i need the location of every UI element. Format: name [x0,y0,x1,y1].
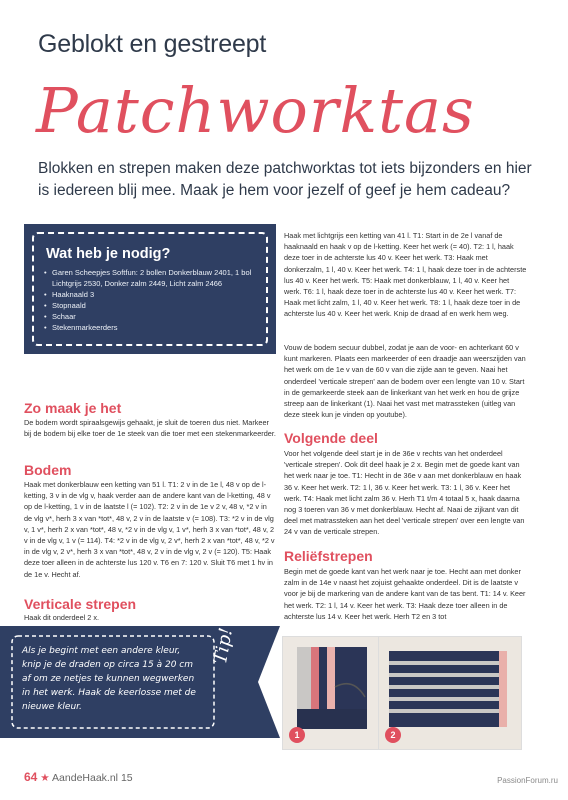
page-footer [24,770,133,784]
paragraph-reliefstrepen: Begin met de goede kant van het werk naar je toe. Hecht aan met donker zalm in de 14e v naast het zojuist gehaakte onderdeel. Dit is de laatste v voor je bij de markering van de andere kant van de tas bent. T1: 14 v. Keer het werk. T2: 1 l, 14 v. Keer het werk. T3: Haak deze toer alleen in de achterste lus 14 v. Keer het werk. Herh T2 en 3 tot [284,567,526,621]
heading-reliefstrepen: Reliëfstrepen [284,548,373,564]
list-item: • Haaknaald 3 [44,289,264,300]
tip-text: Als je begint met een andere kleur, knip je de draden op circa 15 à 20 cm af om ze netjes te kunnen wegwerken in het werk. Haak de keerlosse met de nieuwe kleur. [22,646,196,712]
photo-badge-2: 2 [385,727,401,743]
page-title: Patchworktas [36,74,475,147]
list-item: • Stekenmarkeerders [44,322,264,333]
list-item: • Stopnaald [44,300,264,311]
heading-zo-maak: Zo maak je het [24,400,122,416]
paragraph-assembly: Vouw de bodem secuur dubbel, zodat je aan de voor- en achterkant 60 v kunt markeren. Plaats een markeerder of een draadje aan weerszijden van het werk om de 1e v van de 60 v van die zijde aan te geven. Naai het onderdeel 'verticale strepen' aan de bodem over een lengte van 10 v. Start in de gemarkeerde steek aan de linkerkant van het werk en hou de grijze streep aan de linkerkant (1). Naai het vast met matrassteken (uitleg van deze steek kun je vinden op youtube). [284,343,526,420]
heading-volgende-deel: Volgende deel [284,430,378,446]
intro-paragraph: Blokken en strepen maken deze patchworktas tot iets bijzonders en hier is iedereen blij mee. Maak je hem voor jezelf of geef je hem cadeau? [38,160,532,199]
kicker-title: Geblokt en gestreept [38,30,267,58]
materials-dashed-frame [32,232,268,346]
paragraph-zo-maak: De bodem wordt spiraalsgewijs gehaakt, je sluit de toeren dus niet. Markeer bij de bodem bij elke toer de 1e steek van die toer met een stekenmarkeerder. [24,418,276,439]
heading-verticale-strepen: Verticale strepen [24,596,137,612]
tip-label: Tip! [210,626,238,666]
star-icon: ★ [40,772,50,784]
list-item: • Schaar [44,311,264,322]
issue-number: 15 [120,772,133,784]
tip-banner-notch [258,626,280,738]
materials-box [24,224,276,354]
paragraph-volgende-deel: Voor het volgende deel start je in de 36e v rechts van het onderdeel 'verticale strepen'. Ook dit deel haak je 2 x. Begin met de goede kant van het werk naar je toe. T1: Hecht in de 36e v aan met donkerblauw en haak 36 v. Keer het werk. T2: 1 l, 36 v. Keer het werk. T3: 1 l, 36 v. Keer het werk. T4: Haak met licht zalm 36 v. Herh T1 t/m 4 totaal 5 x, haak daarna nog 3 toeren van 36 v met donkerblauw. Hecht af. Naai de zijkant van dit deel met matrassteken aan het deel 'verticale strepen' over een lengte van 24 v van de verticale strepen. [284,449,525,537]
watermark: PassionForum.ru [497,776,558,785]
heading-bodem: Bodem [24,462,72,478]
paragraph-bodem: Haak met donkerblauw een ketting van 51 l. T1: 2 v in de 1e l, 48 v op de l-ketting, 3 v in de vlg v, haak verder aan de andere kant van de l-ketting, 48 v op de l-ketting, 1 v in de laatste l (= 102). T2: 2 v in de 1e v 2 v, 48 v, *2 v in de vlg v*, herh 3 x van *tot*, 48 v, 2 v in de laatste v (= 108). T3: *2 v in de vlg v, 1 v*, herh 2 x van *tot*, 48 v, *2 v in de vlg v, 1 v*, herh 3 x van *tot*, 48 v, 2 v in de vlg v, 1 v (= 114). T4: *2 v in de vlg v, 2 v*, herh 2 x van *tot*, 48 v, *2 v in de vlg v, 2 v*, herh 3 x van *tot*, 48 v, 2 v in de vlg v, 2 v (= 120). T5: Haak deze toer alleen in de achterste lus 120 v. T6 en 7: 120 v. Sluit T6 met 1 hv in de 1e v. Hecht af. [24,480,275,579]
list-item: • Garen Scheepjes Softfun: 2 bollen Donkerblauw 2401, 1 bol Lichtgrijs 2530, Donker zalm 2449, Licht zalm 2466 [44,267,264,289]
photo-badge-1: 1 [289,727,305,743]
photo-1 [282,636,380,750]
paragraph-verticale-strepen: Haak dit onderdeel 2 x. [24,613,100,622]
paragraph-stripes: Haak met lichtgrijs een ketting van 41 l. T1: Start in de 2e l vanaf de haaknaald en haak v op de l-ketting. Keer het werk (= 40). T2: 1 l, haak deze toer in de achterste lus 40 v. Keer het werk. T3: Haak met donkerzalm, 1 l, 40 v. Keer het werk. T4: 1 l, haak deze toer in de achterste lus 40 v. Keer het werk. T5: Haak met donkerblauw, 1 l, 40 v. Keer het werk. T6: 1 l, haak deze toer in de achterste lus 40 v. Keer het werk. T7: Haak met licht zalm, 1 l, 40 v. Keer het werk. T8: 1 l, haak deze toer in de achterste lus 40 v. Keer het werk. Knip de draad af en werk hem weg. [284,231,527,319]
tip-banner [0,626,258,738]
photo-2 [378,636,522,750]
page-number: 64 [24,770,38,784]
materials-list [44,267,264,333]
magazine-name: AandeHaak.nl [52,772,119,784]
materials-title: Wat heb je nodig? [46,246,171,262]
